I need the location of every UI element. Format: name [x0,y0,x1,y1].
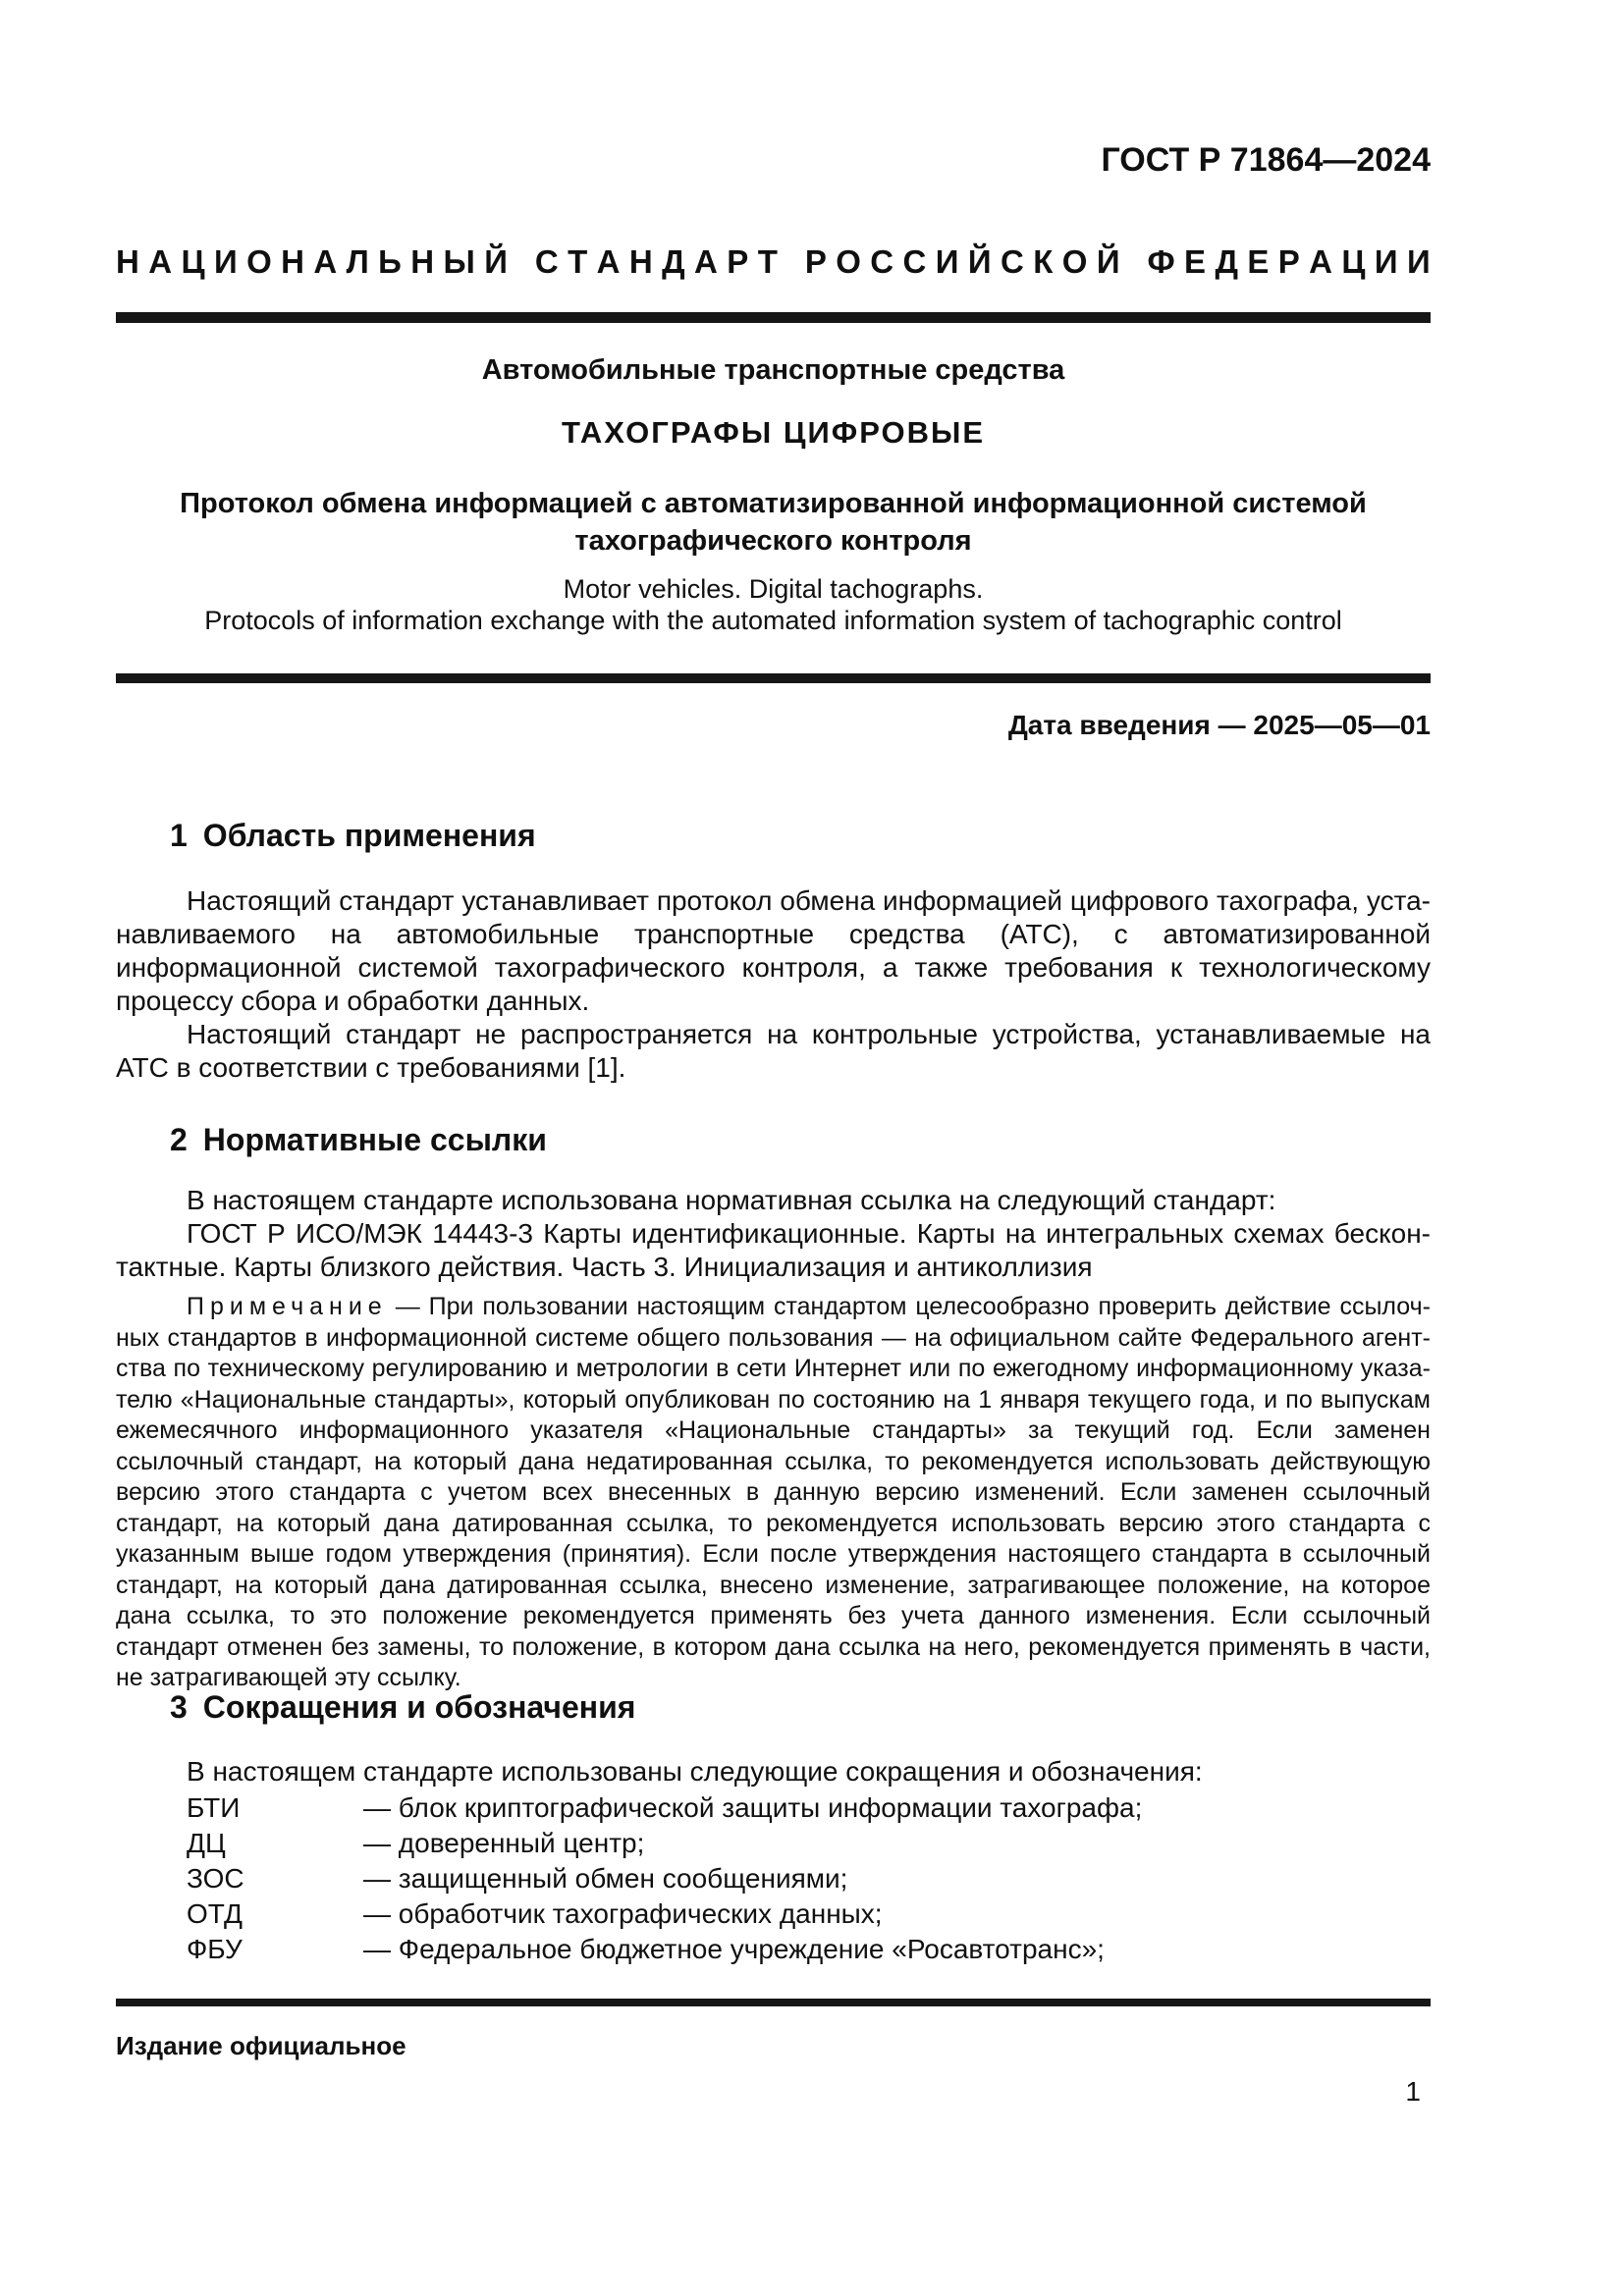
introduction-date: Дата введения — 2025—05—01 [1007,710,1431,740]
doc-number: ГОСТ Р 71864—2024 [1101,141,1431,179]
section-1-title: Область применения [202,818,536,853]
horizontal-rule-top [116,312,1431,323]
section-1-paragraph: Настоящий стандарт не распространяется на контрольные устройства, устанавливаемые на АТС в соответствии с требованиями [1]. [116,1019,1431,1083]
abbreviation-row [187,1896,1501,1932]
section-2-number: 2 [170,1122,188,1157]
section-2-heading [116,1123,1485,1157]
section-2-reference: ГОСТ Р ИСО/МЭК 14443-3 Карты идентификационные. Карты на интегральных схемах бесконтактные. Карты близкого действия. Часть 3. Инициализация и антиколлизия [116,1218,1431,1282]
title-en-line1: Motor vehicles. Digital tachographs. [563,574,984,604]
title-en [116,573,1431,636]
section-2-body [116,1184,1431,1284]
section-3-heading [116,1690,1485,1725]
abbreviation-row [187,1861,1501,1896]
note-label: Примечание [187,1293,388,1320]
abbreviation-row [187,1790,1501,1826]
section-3-intro: В настоящем стандарте использованы следующие сокращения и обозначения: [187,1756,1203,1787]
abbreviation-term: ДЦ [187,1828,226,1858]
abbreviation-list [116,1790,1501,1967]
note-text: — При пользовании настоящим стандартом целесообразно проверить действие ссылочных стандартов в информационной системе общего пользования — на официальном сайте Федерального агентства по техническому регулированию и метрологии в сети Интернет или по ежегодному информационному указателю «Национальные стандарты», который опубликован по состоянию на 1 января текущего года, и по выпускам ежемесячного информационного указателя «Национальные стандарты» за текущий год. Если заменен ссылочный стандарт, на который дана недатированная ссылка, то рекомендуется использовать действующую версию этого стандарта с учетом всех внесенных в данную версию изменений. Если заменен ссылочный стандарт, на который дана датированная ссылка, то рекомендуется использовать версию этого стандарта с указанным выше годом утверждения (принятия). Если после утверждения настоящего стандарта в ссылочный стандарт, на который дана датированная ссылка, внесено изменение, затрагивающее положение, на которое дана ссылка, то это положение рекомендуется применять без учета данного изменения. Если ссылочный стандарт отменен без замены, то положение, в котором дана ссылка на него, рекомендуется применять в части, не затрагивающей эту ссылку. [116,1293,1431,1691]
abbreviation-definition: — блок криптографической защиты информации тахографа; [363,1792,1143,1823]
title-sub-ru-line1: Протокол обмена информацией с автоматизированной информационной системой [180,488,1367,519]
section-3-number: 3 [170,1689,188,1725]
section-3-intro-wrap [116,1755,1431,1789]
horizontal-rule-footer [116,1999,1431,2006]
abbreviation-row [187,1932,1501,1967]
section-2-title: Нормативные ссылки [202,1122,547,1157]
national-standard-banner: Н А Ц И О Н А Л Ь Н Ы Й С Т А Н Д А Р Т Р О С С И Й С К О Й Ф Е Д Е Р А Ц И И [116,243,1431,280]
section-1-heading [116,819,1485,853]
abbreviation-definition: — обработчик тахографических данных; [363,1898,883,1929]
abbreviation-definition: — Федеральное бюджетное учреждение «Росавтотранс»; [363,1934,1105,1964]
title-sub-ru [116,485,1431,560]
section-2-intro: В настоящем стандарте использована нормативная ссылка на следующий стандарт: [187,1185,1276,1215]
note-paragraph [116,1292,1431,1694]
title-subject-ru: Автомобильные транспортные средства [481,354,1065,386]
abbreviation-term: БТИ [187,1792,241,1823]
section-3-title: Сокращения и обозначения [202,1689,636,1725]
abbreviation-term: ЗОС [187,1863,244,1894]
abbreviation-term: ФБУ [187,1934,243,1964]
horizontal-rule-title [116,673,1431,683]
abbreviation-row [187,1826,1501,1861]
title-en-line2: Protocols of information exchange with the automated information system of tachographic control [204,606,1342,635]
title-sub-ru-line2: тахографического контроля [574,525,972,557]
abbreviation-term: ОТД [187,1898,243,1929]
section-1-body [116,884,1431,1085]
abbreviation-definition: — доверенный центр; [363,1828,645,1858]
section-2-note [116,1292,1431,1694]
page-number: 1 [1405,2076,1421,2107]
section-1-paragraph: Настоящий стандарт устанавливает протокол обмена информацией цифрового тахографа, устанавливаемого на автомобильные транспортные средства (АТС), с автоматизированной информационной системой тахографического контроля, а также требования к технологическому процессу сбора и обработки данных. [116,885,1431,1016]
title-main-ru: ТАХОГРАФЫ ЦИФРОВЫЕ [561,415,986,450]
section-1-number: 1 [170,818,188,853]
abbreviation-definition: — защищенный обмен сообщениями; [363,1863,848,1894]
edition-note: Издание официальное [116,2031,406,2060]
